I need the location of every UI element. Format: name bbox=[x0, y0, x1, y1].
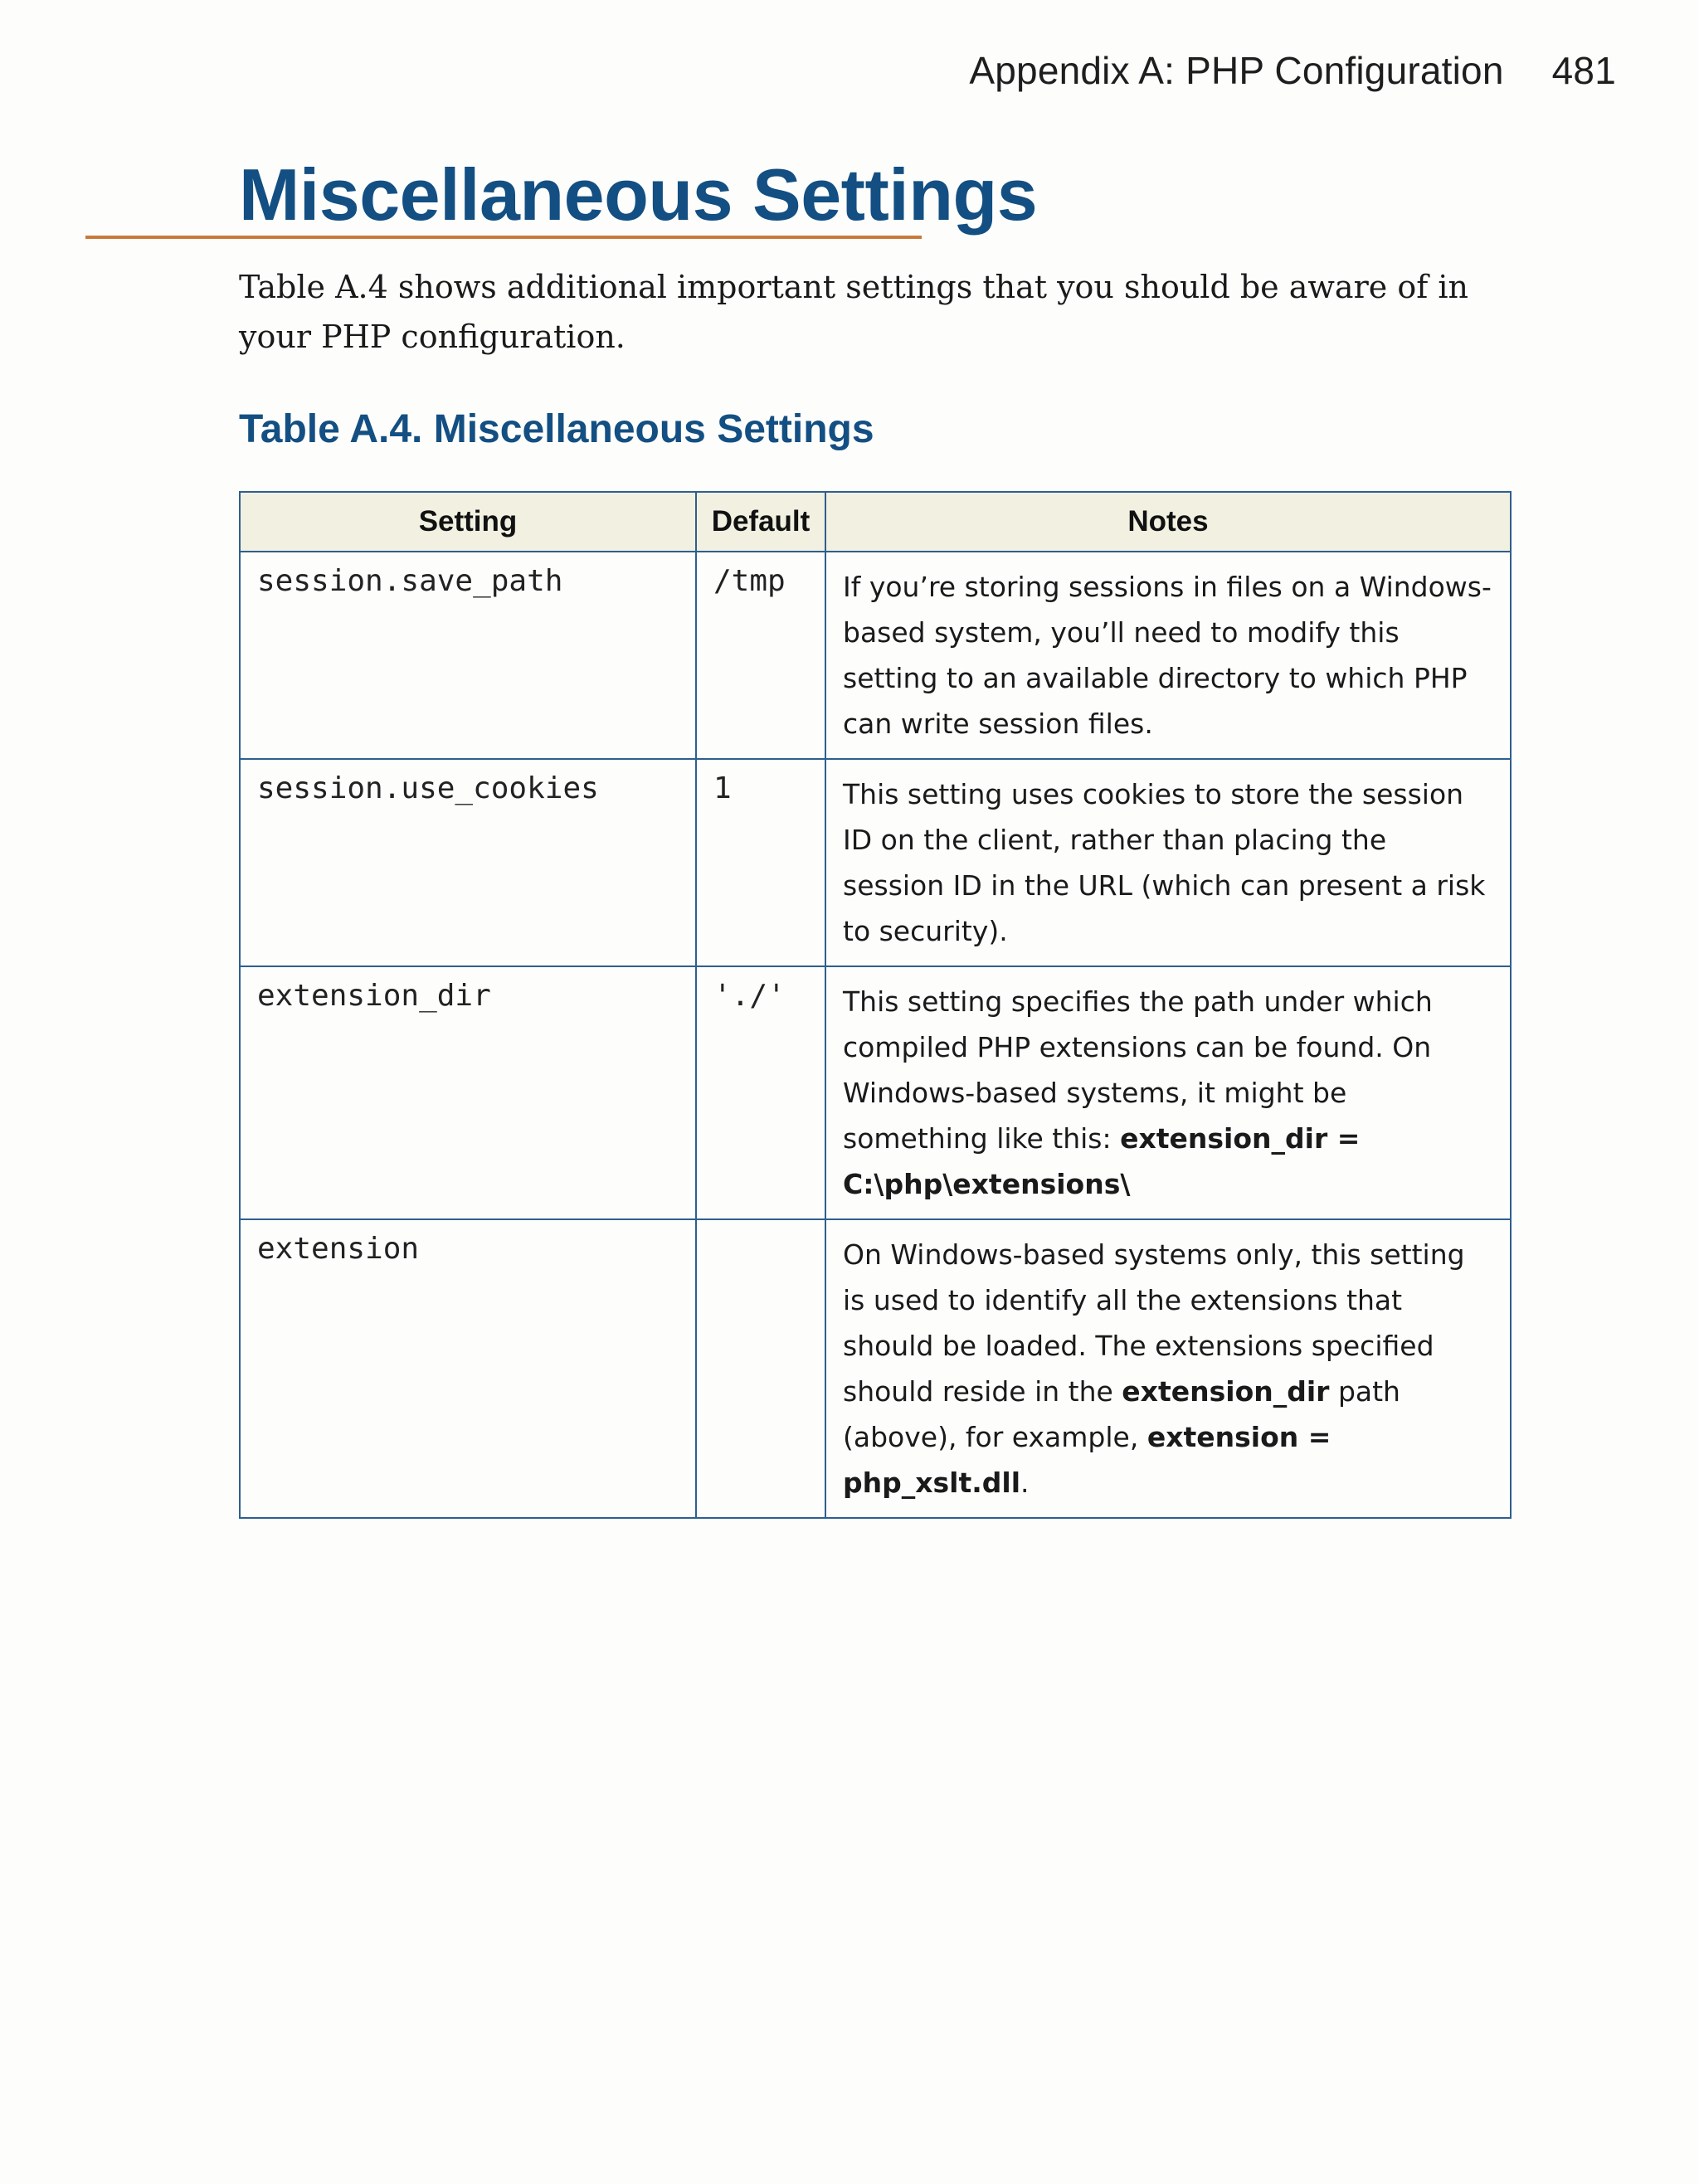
default-cell bbox=[696, 1219, 825, 1518]
section-title: Miscellaneous Settings bbox=[239, 153, 1038, 236]
notes-code-text: extension_dir = C:\php\extensions\ bbox=[843, 1122, 1361, 1200]
notes-text: If you’re storing sessions in files on a Windows-based system, you’ll need to modify this setting to an available directory to which PHP can write session files. bbox=[843, 571, 1492, 740]
title-underline bbox=[85, 236, 922, 239]
table-row bbox=[240, 552, 1511, 759]
page-number: 481 bbox=[1551, 49, 1616, 92]
settings-table bbox=[239, 491, 1512, 1519]
notes-text: On Windows-based systems only, this setting is used to identify all the extensions that should be loaded. The extensions specified should reside in the bbox=[843, 1238, 1465, 1408]
table-row bbox=[240, 759, 1511, 966]
default-cell: './' bbox=[696, 966, 825, 1219]
table-row bbox=[240, 1219, 1511, 1518]
notes-code-text: extension_dir bbox=[1122, 1375, 1330, 1408]
column-header-default: Default bbox=[696, 492, 825, 552]
setting-cell: extension_dir bbox=[240, 966, 696, 1219]
notes-cell bbox=[825, 966, 1511, 1219]
table-caption: Table A.4. Miscellaneous Settings bbox=[239, 407, 874, 451]
notes-cell bbox=[825, 552, 1511, 759]
table-row bbox=[240, 966, 1511, 1219]
column-header-notes: Notes bbox=[825, 492, 1511, 552]
setting-cell: extension bbox=[240, 1219, 696, 1518]
notes-text: . bbox=[1020, 1467, 1030, 1499]
notes-cell bbox=[825, 1219, 1511, 1518]
notes-text: This setting specifies the path under which compiled PHP extensions can be found. On Windows-based systems, it might be something like this: bbox=[843, 985, 1433, 1155]
table-header-row bbox=[240, 492, 1511, 552]
notes-text: path (above), for example, bbox=[843, 1375, 1400, 1453]
column-header-setting: Setting bbox=[240, 492, 696, 552]
running-head bbox=[969, 48, 1616, 93]
running-title: Appendix A: PHP Configuration bbox=[969, 49, 1504, 92]
notes-code-text: extension = php_xslt.dll bbox=[843, 1421, 1331, 1499]
notes-cell bbox=[825, 759, 1511, 966]
table-body bbox=[240, 552, 1511, 1518]
setting-cell: session.use_cookies bbox=[240, 759, 696, 966]
default-cell: 1 bbox=[696, 759, 825, 966]
notes-text: This setting uses cookies to store the session ID on the client, rather than placing the session ID in the URL (which can present a risk to security). bbox=[843, 778, 1486, 947]
intro-paragraph: Table A.4 shows additional important settings that you should be aware of in your PHP configuration. bbox=[239, 269, 1468, 355]
default-cell: /tmp bbox=[696, 552, 825, 759]
setting-cell: session.save_path bbox=[240, 552, 696, 759]
